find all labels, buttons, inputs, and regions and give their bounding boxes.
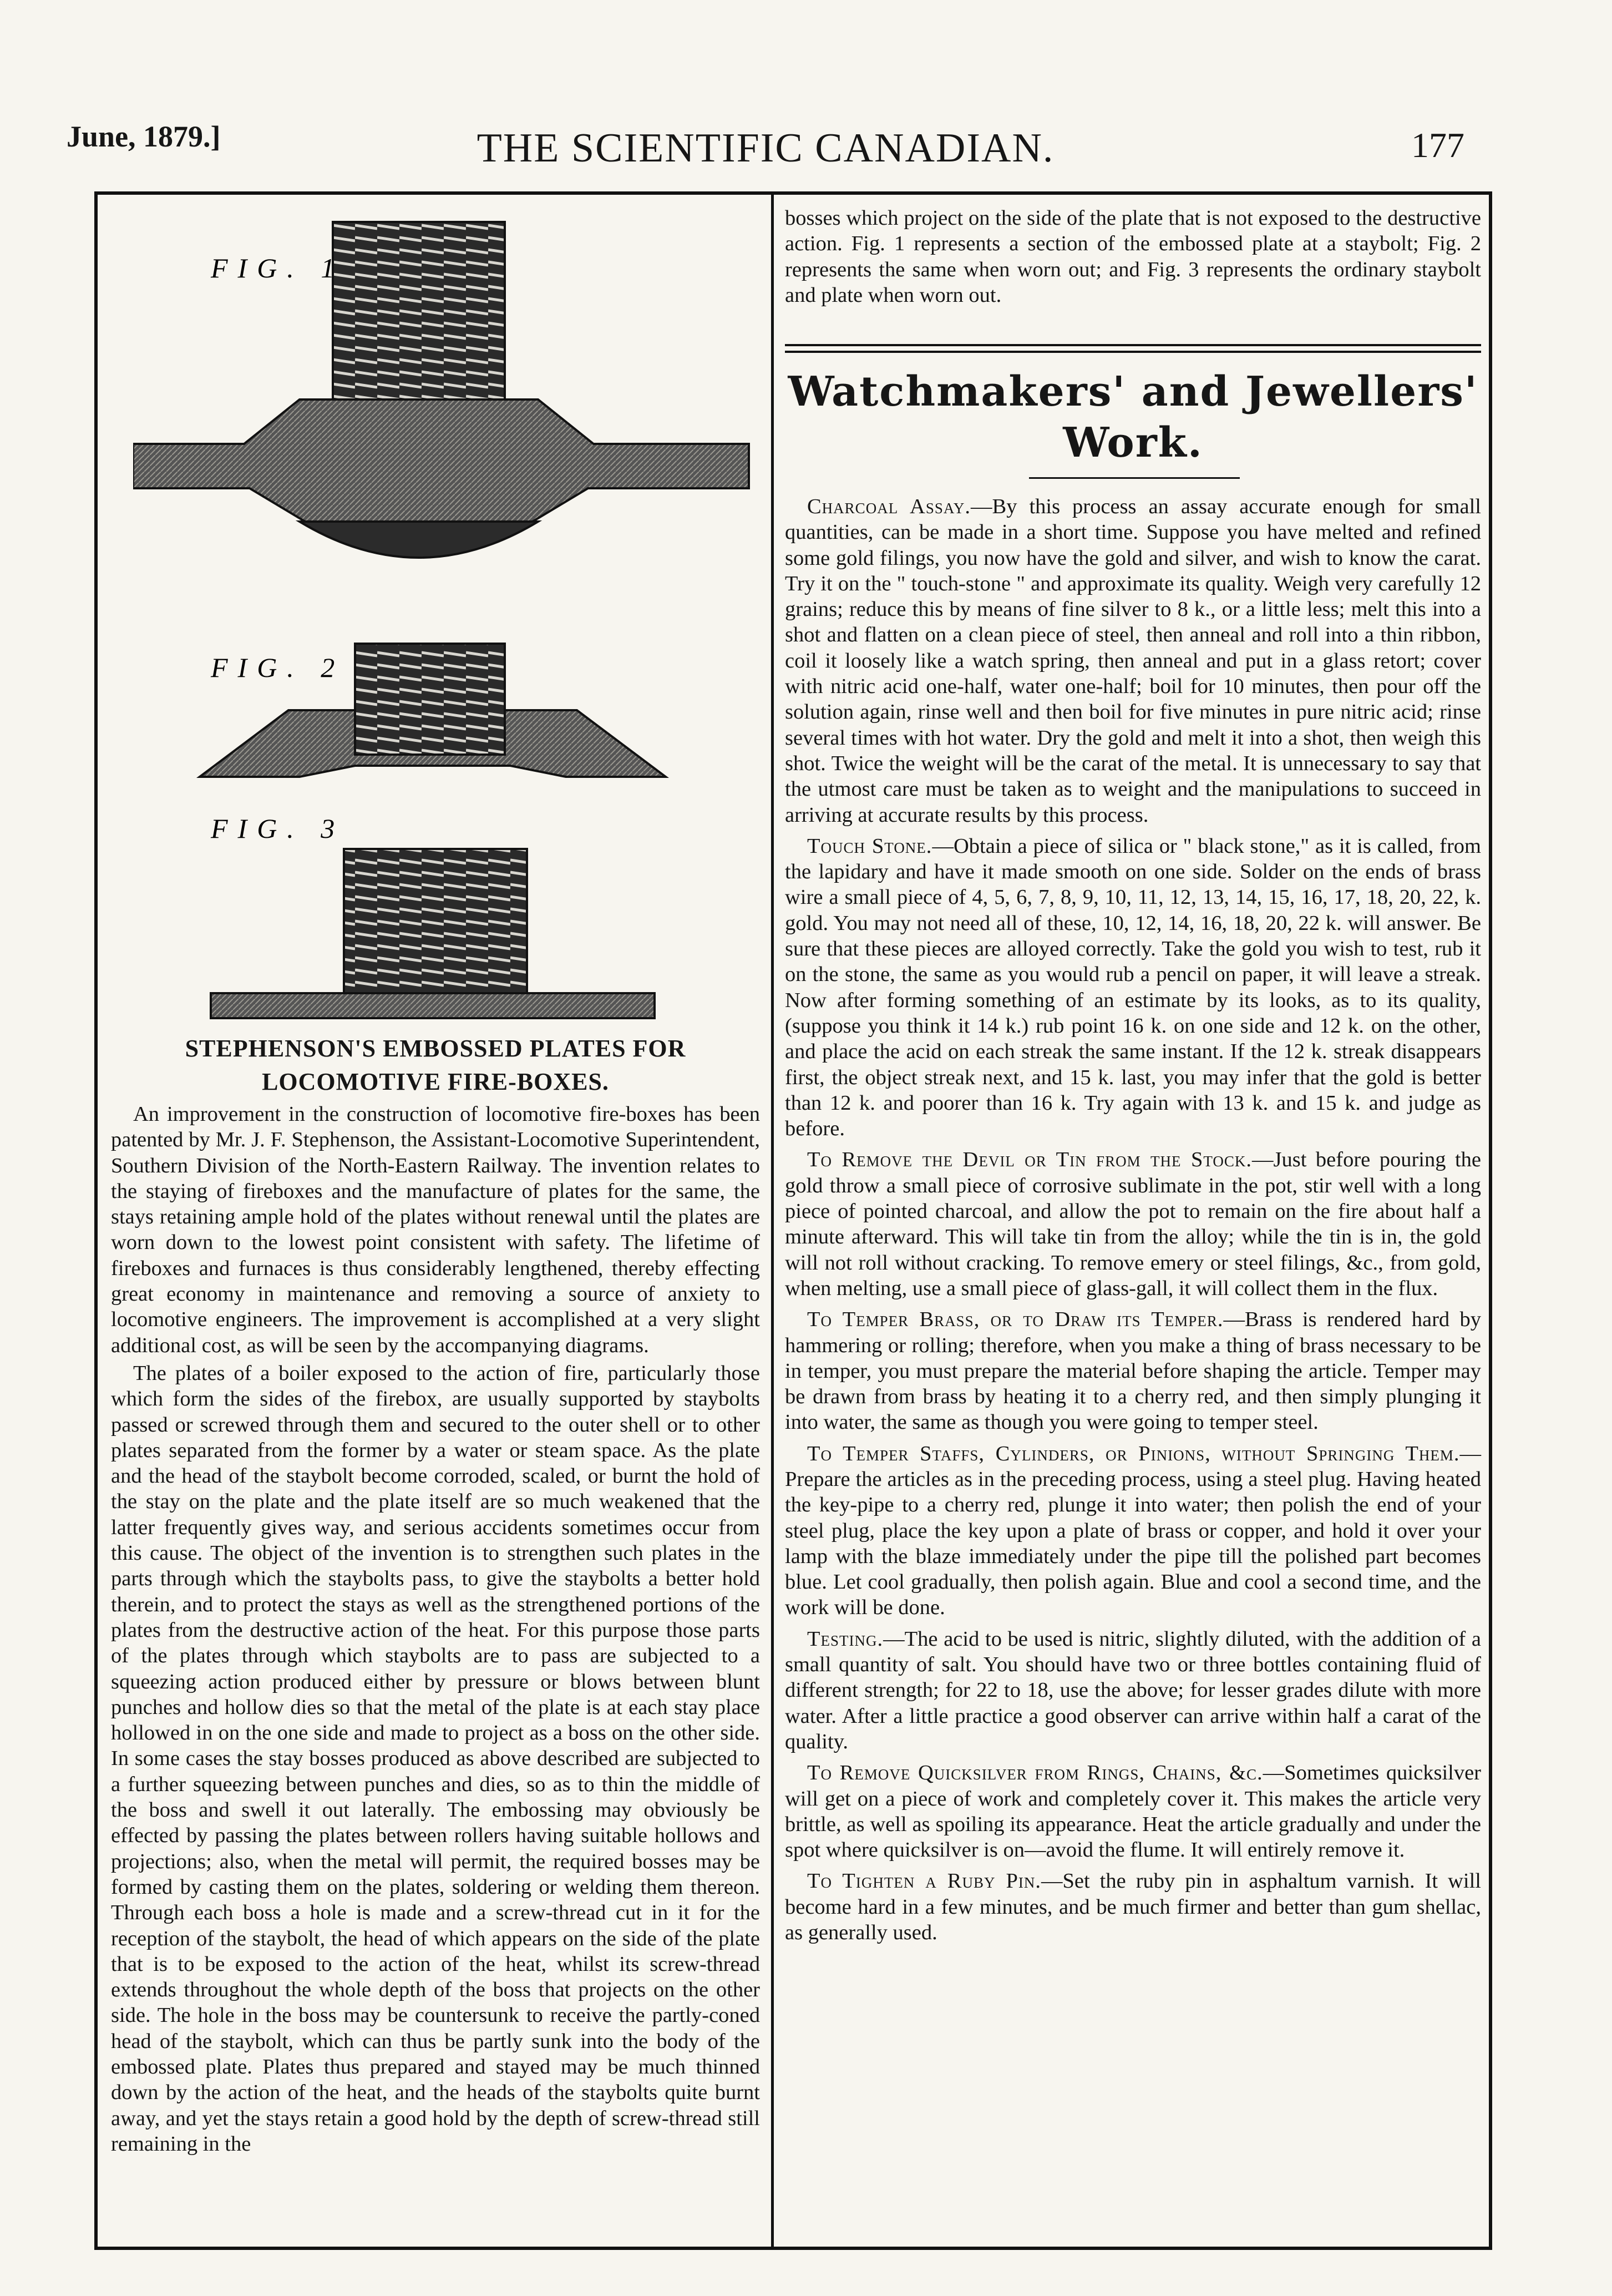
article-paragraph-2: The plates of a boiler exposed to the action of fire, particularly those which form the sides of the firebox, are usually supported by staybolts passed or screwed through them and secured to the outer shell or to other plates separated from the former by a water or steam space. As the plate and the head of the staybolt become corroded, scaled, or burnt the hold of the stay on the plate and the plate itself are so much weakened that the latter frequently gives way, and serious accidents sometimes occur from this cause. The object of the invention is to strengthen such plates in the parts through which the staybolts pass, to give the staybolts a better hold therein, and to protect the stays as well as the strengthened portions of the plates from the destructive action of the heat. For this purpose those parts of the plates through which staybolts are to pass are subjected to a squeezing action produced either by pressure or blows between blunt punches and hollow dies so that the metal of the plate is at each stay place hollowed in on the one side and made to project as a boss on the other side. In some cases the stay bosses produced as above described are subjected to a further squeezing between punches and dies, so as to thin the middle of the boss and swell it out laterally. The embossing may obviously be effected by passing the plates between rollers having suitable hollows and projections; also, when the metal will permit, the required bosses may be formed by casting them on the plates, soldering or welding them thereon. Through each boss a hole is made and a screw-thread cut in it for the reception of the staybolt, the head of which appears on the side of the plate that is to be exposed to the action of the heat, whilst its screw-thread extends throughout the whole depth of the boss that projects on the other side. The hole in the boss may be countersunk to receive the partly-coned head of the staybolt, which can thus be partly sunk into the body of the embossed plate. Plates thus prepared and stayed may be much thinned down by the action of the heat, and the heads of the staybolts quite burnt away, and yet the stays retain a good hold by the depth of screw-thread still remaining in the — [111, 1361, 760, 2156]
short-rule — [1029, 477, 1240, 479]
recipe-heading: Touch Stone. — [807, 834, 932, 858]
recipe-temper-staffs — [785, 1441, 1481, 1621]
recipe-text: —Sometimes quicksilver will get on a piece of work and completely cover it. This makes the article very brittle, as well as spoiling its appearance. Heat the article gradually and under the spot where quicksilver is on—avoid the flume. It will entirely remove it. — [785, 1761, 1482, 1862]
article-paragraph-1: An improvement in the construction of locomotive fire-boxes has been patented by Mr. J. F. Stephenson, the Assistant-Locomotive Superintendent, Southern Division of the North-Eastern Railway. The invention relates to the staying of fireboxes and the manufacture of plates for the same, the stays retaining ample hold of the plates without renewal until the plates are worn down to the lowest point consistent with safety. The lifetime of fireboxes and furnaces is thus considerably lengthened, thereby effecting great economy in maintenance and removing a source of anxiety to locomotive engineers. The improvement is accomplished at a very slight additional cost, as will be seen by the accompanying diagrams. — [111, 1103, 760, 1357]
staybolt-diagram — [133, 211, 760, 1026]
page-number: 177 — [1411, 125, 1464, 165]
recipe-charcoal-assay — [785, 494, 1481, 828]
recipe-text: —By this process an assay accurate enough for small quantities, can be made in a short time. Suppose you have melted and refined some gold filings, you now have the gold and silver, and wish to know the carat. Try it on the " touch-stone " and approximate its quality. Weigh very carefully 12 grains; reduce this by means of fine silver to 8 k., or a little less; melt this into a shot and flatten on a clean piece of steel, then anneal and roll into a thin ribbon, coil it loosely like a watch spring, then anneal and put in a glass retort; cover with nitric acid one-half, water one-half; boil for 10 minutes, then pour off the solution again, rinse well and then boil for five minutes in pure nitric acid; rinse several times with hot water. Dry the gold and melt it into a shot, then weigh this shot. Twice the weight will be the carat of the metal. It is unnecessary to say that the utmost care must be taken as to weight and the manipulations to succeed in arriving at accurate results by this process. — [785, 495, 1481, 827]
recipe-heading: Testing. — [807, 1627, 884, 1651]
recipes-list — [785, 494, 1481, 1951]
article-title: STEPHENSON'S EMBOSSED PLATES FOR LOCOMOTIVE FIRE-BOXES. — [185, 1035, 686, 1095]
article-continuation — [785, 205, 1481, 310]
column-rule — [771, 191, 774, 2250]
recipe-text: —Just before pouring the gold throw a small piece of corrosive sublimate in the pot, stir well with a long piece of pointed charcoal, and allow the pot to remain on the fire about half a minute afterward. This will take tin from the alloy; while the tin is in, the gold will not roll without cracking. To remove emery or steel filings, &c., from gold, when melting, use a small piece of glass-gall, it will collect them in the flux. — [785, 1148, 1481, 1300]
recipe-text: —The acid to be used is nitric, slightly diluted, with the addition of a small quantity of salt. You should have two or three bottles containing fluid of different strength; for 22 to 18, use the above; for lesser grades dilute with more water. After a little practice a good observer can arrive within half a carat of the quality. — [785, 1627, 1481, 1753]
recipe-ruby-pin — [785, 1868, 1481, 1945]
journal-title: THE SCIENTIFIC CANADIAN. — [476, 125, 1055, 171]
staybolt-figure — [133, 211, 760, 1026]
figure-3 — [211, 849, 655, 1018]
continuation-paragraph: bosses which project on the side of the plate that is not exposed to the destructive action. Fig. 1 represents a section of the embossed plate at a staybolt; Fig. 2 represents the same when worn out; and Fig. 3 represents the ordinary staybolt and plate when worn out. — [785, 206, 1481, 307]
recipe-text: —Brass is rendered hard by hammering or rolling; therefore, when you make a thing of brass necessary to be in temper, you must prepare the material before shaping the article. Temper may be drawn from brass by heating it to a cherry red, and then simply plunging it into water, the same as though you were going to temper steel. — [785, 1308, 1481, 1434]
section-heading-line-1: Watchmakers' and Jewellers' — [788, 368, 1478, 416]
figure-1-label: FIG. 1 — [211, 252, 345, 284]
recipe-text: —Obtain a piece of silica or " black stone," as it is called, from the lapidary and have it made smooth on one side. Solder on the ends of brass wire a small piece of 4, 5, 6, 7, 8, 9, 10, 11, 12, 13, 14, 15, 16, 17, 18, 20, 22, k. gold. You may not need all of these, 10, 12, 14, 16, 18, 20, 22 k. will answer. Be sure that these pieces are alloyed correctly. Take the gold you wish to test, rub it on the stone, the same as you would rub a pencil on paper, it will leave a streak. Now after forming something of an estimate by its looks, as to its quality, (suppose you think it 14 k.) rub point 16 k. on one side and 12 k. on the other, and place the acid on each streak the same instant. If the 12 k. streak disappears first, the object streak next, and 15 k. last, you may infer that the gold is better than 12 k. and poorer than 16 k. Try again with 13 k. and 15 k. and judge as before. — [785, 834, 1481, 1141]
recipe-remove-quicksilver — [785, 1760, 1481, 1863]
article-body — [111, 1101, 760, 2159]
recipe-heading: To Remove the Devil or Tin from the Stock. — [807, 1148, 1253, 1172]
running-head — [67, 119, 1464, 180]
figure-3-label: FIG. 3 — [211, 813, 345, 844]
recipe-heading: To Temper Staffs, Cylinders, or Pinions, without Springing Them. — [807, 1442, 1460, 1465]
recipe-text: —Prepare the articles as in the preceding process, using a steel plug. Having heated the key-pipe to a cherry red, plunge it into water; then polish the end of your steel plug, place the key upon a plate of brass or copper, and hold it over your lamp with the blaze immediately under the pipe till the polished part becomes blue. Let cool gradually, then polish again. Blue and cool a second time, and the work will be done. — [785, 1442, 1481, 1620]
section-heading-line-2: Work. — [1063, 419, 1203, 467]
section-divider — [785, 344, 1481, 353]
recipe-heading: To Temper Brass, or to Draw its Temper. — [807, 1308, 1224, 1332]
section-heading — [785, 366, 1481, 468]
right-column — [785, 205, 1481, 2247]
recipe-touch-stone — [785, 833, 1481, 1142]
recipe-heading: To Remove Quicksilver from Rings, Chains, &c. — [807, 1761, 1263, 1785]
recipe-remove-tin — [785, 1147, 1481, 1301]
figure-2-label: FIG. 2 — [211, 652, 345, 683]
recipe-text: —Set the ruby pin in asphaltum varnish. It will become hard in a few minutes, and be much firmer and better than gum shellac, as generally used. — [785, 1869, 1481, 1945]
issue-date: June, 1879.] — [67, 120, 221, 153]
recipe-testing — [785, 1626, 1481, 1754]
left-column — [111, 200, 760, 2242]
recipe-temper-brass — [785, 1307, 1481, 1435]
recipe-heading: Charcoal Assay. — [807, 495, 971, 518]
recipe-heading: To Tighten a Ruby Pin. — [807, 1869, 1041, 1893]
